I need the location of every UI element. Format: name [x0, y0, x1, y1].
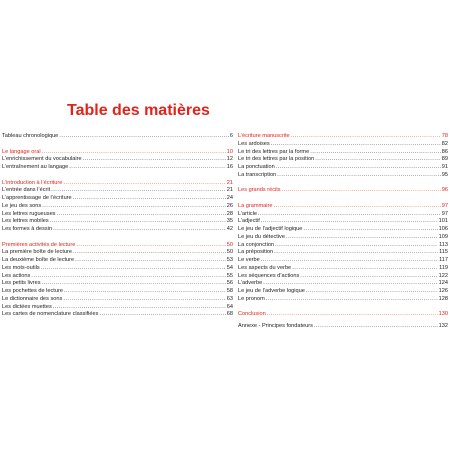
toc-spacer — [2, 141, 233, 149]
toc-entry-title: Le verbe — [238, 257, 260, 263]
toc-dot-leader — [271, 141, 441, 149]
toc-entry-page: 42 — [226, 226, 233, 232]
toc-dot-leader — [315, 156, 441, 164]
toc-dot-leader — [69, 164, 226, 172]
toc-entry-page: 63 — [226, 295, 233, 302]
toc-entry[interactable] — [2, 156, 233, 164]
toc-dot-leader — [277, 172, 441, 180]
toc-dot-leader — [42, 280, 226, 288]
toc-dot-leader — [314, 323, 438, 331]
toc-spacer — [238, 304, 448, 312]
toc-section-heading[interactable] — [238, 187, 448, 195]
toc-entry-page: 58 — [226, 288, 233, 294]
toc-entry-title: Les lettres rugueuses — [2, 210, 56, 217]
toc-entry-title: Les aspects du verbe — [238, 264, 292, 271]
toc-entry-page: 82 — [441, 140, 448, 147]
toc-entry-page: 117 — [439, 257, 448, 263]
toc-entry-page: 54 — [226, 264, 233, 271]
toc-dot-leader — [274, 249, 438, 257]
toc-entry-title: Les mots-outils — [2, 264, 40, 271]
toc-entry-title: L’enrichissement du vocabulaire — [2, 156, 82, 163]
toc-dot-leader — [261, 218, 438, 226]
toc-entry-page: 86 — [441, 148, 448, 155]
toc-dot-leader — [266, 296, 438, 304]
toc-entry-title: Les dictées muettes — [2, 303, 52, 310]
toc-dot-leader — [258, 211, 441, 219]
toc-entry-title: L’adverbe — [238, 280, 263, 287]
toc-entry[interactable] — [238, 296, 448, 304]
toc-entry-title: Tableau chronologique — [2, 133, 59, 139]
toc-entry[interactable] — [238, 288, 448, 296]
toc-entry-page: 89 — [441, 156, 448, 163]
toc-dot-leader — [51, 187, 226, 195]
toc-entry[interactable] — [2, 265, 233, 273]
toc-section-heading[interactable] — [238, 203, 448, 211]
toc-entry-page: 130 — [438, 311, 448, 318]
toc-entry-title: Les lettres mobiles — [2, 218, 49, 225]
toc-entry-page: 113 — [439, 241, 448, 248]
toc-entry-page: 55 — [226, 272, 233, 279]
toc-entry[interactable] — [2, 187, 233, 195]
toc-entry-title: Les grands récits — [238, 187, 281, 194]
toc-entry-title: La deuxième boîte de lecture — [2, 257, 75, 263]
toc-entry-page: 24 — [226, 195, 233, 201]
toc-dot-leader — [50, 218, 226, 226]
toc-entry-title: Le jeu du détective — [238, 233, 285, 240]
toc-dot-leader — [73, 195, 226, 203]
toc-dot-leader — [41, 265, 226, 273]
toc-dot-leader — [99, 311, 225, 319]
toc-spacer — [238, 195, 448, 203]
toc-entry[interactable] — [238, 257, 448, 265]
toc-entry[interactable] — [2, 257, 233, 265]
toc-entry-page: 101 — [438, 218, 448, 225]
toc-entry[interactable] — [2, 203, 233, 211]
toc-dot-leader — [56, 211, 225, 219]
toc-entry-title: Le jeu de l’adverbe logique — [238, 288, 305, 294]
toc-entry[interactable] — [238, 141, 448, 149]
toc-dot-leader — [291, 133, 441, 141]
toc-entry-title: Les pochettes de lecture — [2, 288, 63, 294]
toc-dot-leader — [303, 226, 437, 234]
toc-entry-title: Les cartes de nomenclature classifiées — [2, 311, 99, 318]
toc-entry[interactable] — [2, 164, 233, 172]
toc-entry-title: La ponctuation — [238, 164, 275, 170]
toc-section-heading[interactable] — [2, 242, 233, 250]
toc-dot-leader — [300, 273, 437, 281]
toc-section-heading[interactable] — [238, 311, 448, 319]
toc-dot-leader — [83, 156, 226, 164]
toc-entry[interactable] — [2, 218, 233, 226]
toc-entry-page: 96 — [441, 187, 448, 194]
toc-dot-leader — [53, 226, 226, 234]
toc-entry-title: Les actions — [2, 272, 31, 279]
toc-entry-title: Le langage oral — [2, 148, 41, 155]
toc-entry-page: 53 — [226, 257, 233, 263]
toc-entry-page: 97 — [441, 202, 448, 209]
toc-entry-page: 68 — [226, 311, 233, 318]
toc-dot-leader — [276, 164, 441, 172]
toc-entry-title: L’entraînement au langage — [2, 164, 69, 170]
toc-section-heading[interactable] — [2, 180, 233, 188]
toc-entry-page: 50 — [226, 241, 233, 248]
toc-entry-page: 21 — [226, 179, 233, 186]
toc-entry[interactable] — [238, 211, 448, 219]
toc-dot-leader — [76, 242, 225, 250]
toc-entry-title: Les petits livres — [2, 280, 41, 287]
toc-dot-leader — [31, 273, 225, 281]
toc-entry-title: Le pronom — [238, 295, 265, 302]
toc-entry[interactable] — [238, 265, 448, 273]
toc-entry-title: L’article — [238, 210, 257, 217]
toc-dot-leader — [261, 257, 438, 265]
toc-entry-page: 35 — [226, 218, 233, 225]
toc-dot-leader — [310, 149, 441, 157]
toc-entry[interactable] — [238, 218, 448, 226]
toc-entry-title: La grammaire — [238, 202, 273, 209]
toc-dot-leader — [263, 280, 437, 288]
toc-dot-leader — [42, 203, 226, 211]
toc-entry-title: L’introduction à l’écriture — [2, 179, 63, 186]
toc-dot-leader — [282, 187, 441, 195]
toc-entry[interactable] — [238, 273, 448, 281]
toc-entry[interactable] — [238, 172, 448, 180]
toc-dot-leader — [286, 234, 438, 242]
toc-dot-leader — [267, 311, 438, 319]
toc-entry[interactable] — [2, 195, 233, 203]
toc-entry[interactable] — [238, 156, 448, 164]
toc-entry[interactable] — [2, 296, 233, 304]
toc-entry-page: 115 — [439, 249, 448, 256]
toc-dot-leader — [306, 288, 438, 296]
toc-entry[interactable] — [2, 133, 233, 141]
toc-entry[interactable] — [2, 211, 233, 219]
toc-dot-leader — [275, 242, 438, 250]
toc-dot-leader — [53, 304, 226, 312]
toc-section-heading[interactable] — [238, 133, 448, 141]
toc-entry-page: 10 — [226, 148, 233, 155]
toc-entry-title: La préposition — [238, 249, 274, 256]
toc-entry[interactable] — [238, 242, 448, 250]
toc-left-column — [2, 133, 233, 319]
toc-entry-title: Les séquences d’actions — [238, 272, 300, 279]
toc-dot-leader — [63, 296, 225, 304]
toc-dot-leader — [64, 288, 226, 296]
toc-spacer — [238, 180, 448, 188]
toc-entry-page: 91 — [441, 164, 448, 170]
toc-dot-leader — [292, 265, 438, 273]
toc-entry-title: Les ardoises — [238, 140, 270, 147]
toc-entry-title: L’adjectif — [238, 218, 260, 225]
toc-entry-title: Annexe - Principes fondateurs — [238, 323, 313, 329]
toc-entry-title: La conjonction — [238, 241, 275, 248]
toc-entry[interactable] — [238, 280, 448, 288]
toc-entry-title: Le jeu de l’adjectif logique — [238, 226, 303, 232]
toc-entry-page: 28 — [226, 210, 233, 217]
toc-entry-page: 109 — [438, 233, 448, 240]
toc-spacer — [2, 172, 233, 180]
toc-entry[interactable] — [238, 323, 448, 331]
toc-entry-page: 95 — [441, 171, 448, 178]
toc-entry-page: 119 — [439, 264, 448, 271]
toc-dot-leader — [59, 133, 229, 141]
toc-entry-page: 16 — [226, 164, 233, 170]
toc-entry-page: 132 — [438, 323, 448, 329]
toc-entry-page: 128 — [438, 295, 448, 302]
toc-entry-page: 50 — [226, 249, 233, 256]
toc-entry[interactable] — [2, 249, 233, 257]
toc-entry-page: 97 — [441, 210, 448, 217]
toc-entry-title: L’entrée dans l’écrit — [2, 187, 51, 194]
toc-entry-title: L’apprentissage de l’écriture — [2, 195, 72, 201]
toc-dot-leader — [75, 257, 226, 265]
toc-entry-page: 78 — [441, 133, 448, 139]
toc-entry[interactable] — [2, 226, 233, 234]
toc-entry-page: 6 — [229, 133, 233, 139]
toc-entry-page: 124 — [438, 280, 448, 287]
toc-spacer — [2, 234, 233, 242]
toc-entry[interactable] — [2, 273, 233, 281]
toc-entry-title: La première boîte de lecture — [2, 249, 72, 256]
toc-entry[interactable] — [238, 226, 448, 234]
toc-entry[interactable] — [238, 234, 448, 242]
page-title: Table des matières — [67, 102, 210, 119]
toc-entry-title: Le dictionnaire des sons — [2, 295, 63, 302]
toc-dot-leader — [274, 203, 441, 211]
toc-entry[interactable] — [2, 311, 233, 319]
toc-entry-title: La transcription — [238, 171, 277, 178]
toc-entry-page: 122 — [438, 272, 448, 279]
toc-dot-leader — [42, 149, 226, 157]
toc-entry-page: 12 — [226, 156, 233, 163]
toc-entry-page: 21 — [226, 187, 233, 194]
toc-entry[interactable] — [2, 280, 233, 288]
toc-entry-title: Les formes à dessin — [2, 226, 53, 232]
toc-entry-title: Le jeu des sons — [2, 202, 42, 209]
toc-dot-leader — [73, 249, 226, 257]
toc-entry[interactable] — [2, 288, 233, 296]
toc-entry[interactable] — [238, 249, 448, 257]
toc-entry[interactable] — [2, 304, 233, 312]
toc-entry[interactable] — [238, 164, 448, 172]
toc-entry-page: 106 — [438, 226, 448, 232]
toc-entry-title: L’écriture manuscrite — [238, 133, 290, 139]
toc-entry-title: Conclusion — [238, 311, 266, 318]
toc-section-heading[interactable] — [2, 149, 233, 157]
toc-entry-page: 64 — [226, 303, 233, 310]
toc-entry-page: 56 — [226, 280, 233, 287]
toc-entry-title: Le tri des lettres par la position — [238, 156, 315, 163]
toc-entry-page: 26 — [226, 202, 233, 209]
toc-entry[interactable] — [238, 149, 448, 157]
toc-right-column — [238, 133, 448, 331]
toc-entry-title: Le tri des lettres par la forme — [238, 148, 310, 155]
toc-dot-leader — [63, 180, 225, 188]
toc-entry-page: 126 — [438, 288, 448, 294]
toc-entry-title: Premières activités de lecture — [2, 241, 76, 248]
